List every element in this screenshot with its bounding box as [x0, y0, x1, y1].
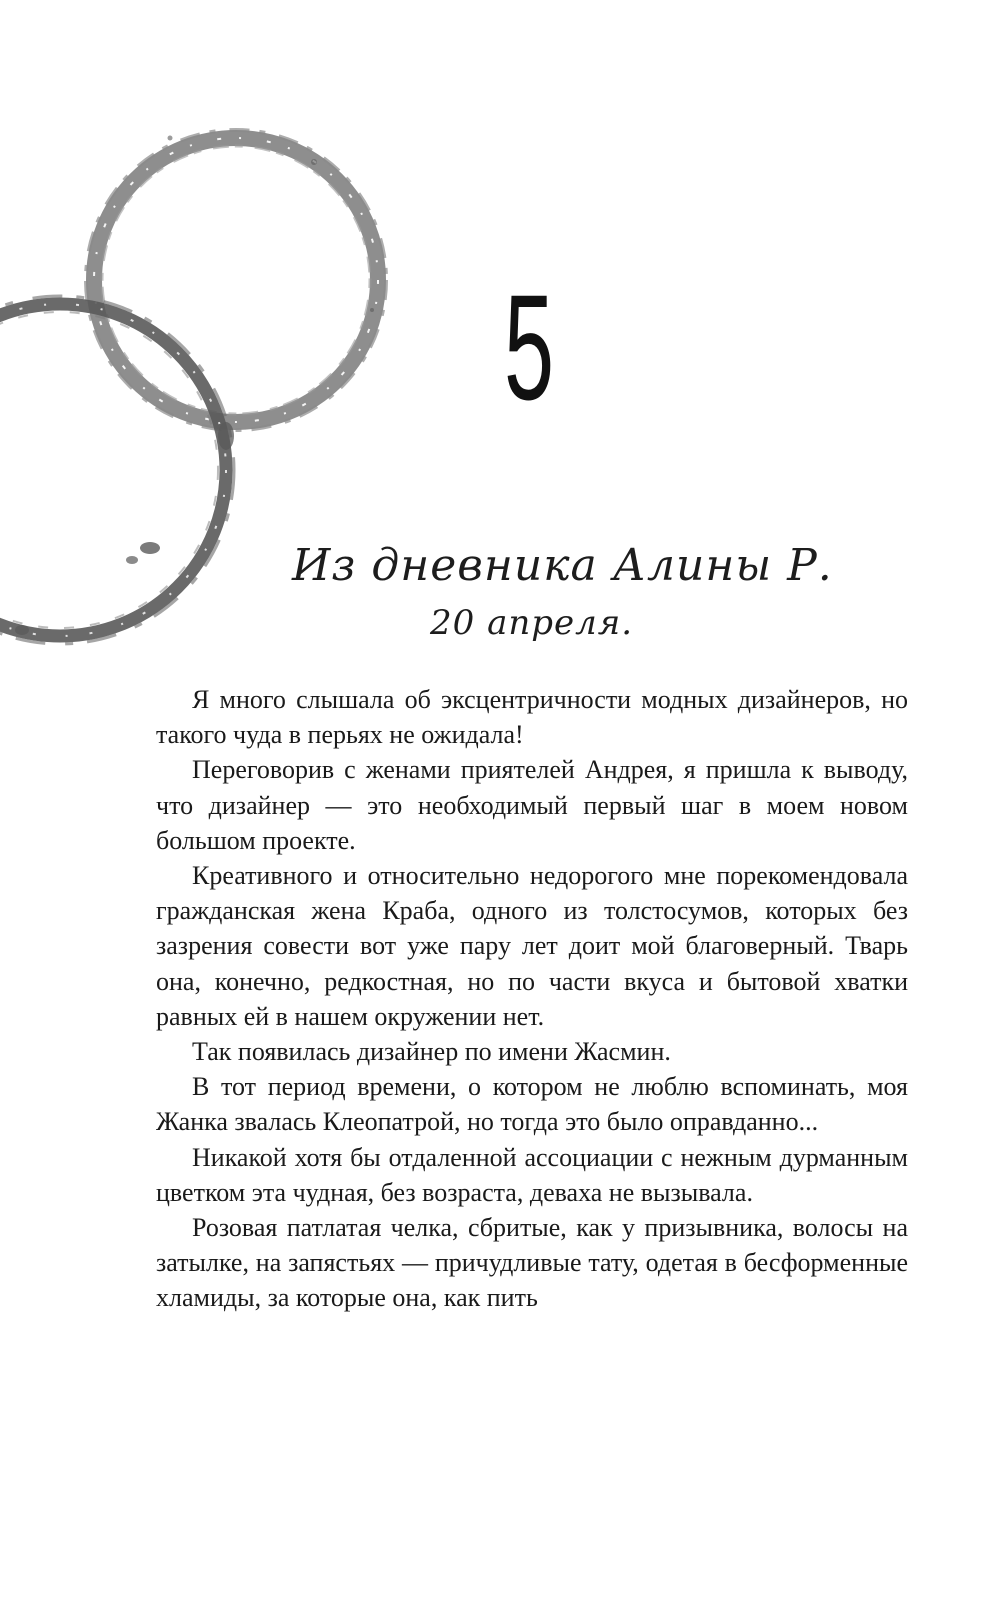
- body-text: [156, 682, 908, 1316]
- paragraph: Переговорив с женами приятелей Андрея, я пришла к выводу, что дизайнер — это необходимый первый шаг в моем новом большом проекте.: [156, 755, 908, 855]
- upper-ring-stain: [86, 130, 386, 430]
- paragraph: В тот период времени, о котором не люблю вспоминать, моя Жанка звалась Клеопатрой, но тогда это было оправданно...: [156, 1072, 908, 1137]
- paragraph: Розовая патлатая челка, сбритые, как у призывника, волосы на затылке, на запястьях — причудливые тату, одетая в бесформенные хламиды, за которые она, как пить: [156, 1213, 908, 1313]
- paragraph: Креативного и относительно недорогого мне порекомендовала гражданская жена Краба, одного из толстосумов, которых без зазрения совести вот уже пару лет доит мой благоверный. Тварь она, конечно, редкостная, но по части вкуса и бытовой хватки равных ей в нашем окружении нет.: [156, 861, 908, 1031]
- chapter-title-handwritten: Из дневника Алины Р.: [292, 540, 833, 591]
- chapter-date-handwritten: 20 апреля.: [430, 603, 634, 643]
- chapter-number: 5: [504, 263, 555, 431]
- paragraph: Никакой хотя бы отдаленной ассоциации с нежным дурманным цветком эта чудная, без возраста, деваха не вызывала.: [156, 1142, 908, 1207]
- paragraph: Я много слышала об эксцентричности модных дизайнеров, но такого чуда в перьях не ожидала!: [156, 685, 908, 750]
- paragraph: Так появилась дизайнер по имени Жасмин.: [192, 1037, 671, 1067]
